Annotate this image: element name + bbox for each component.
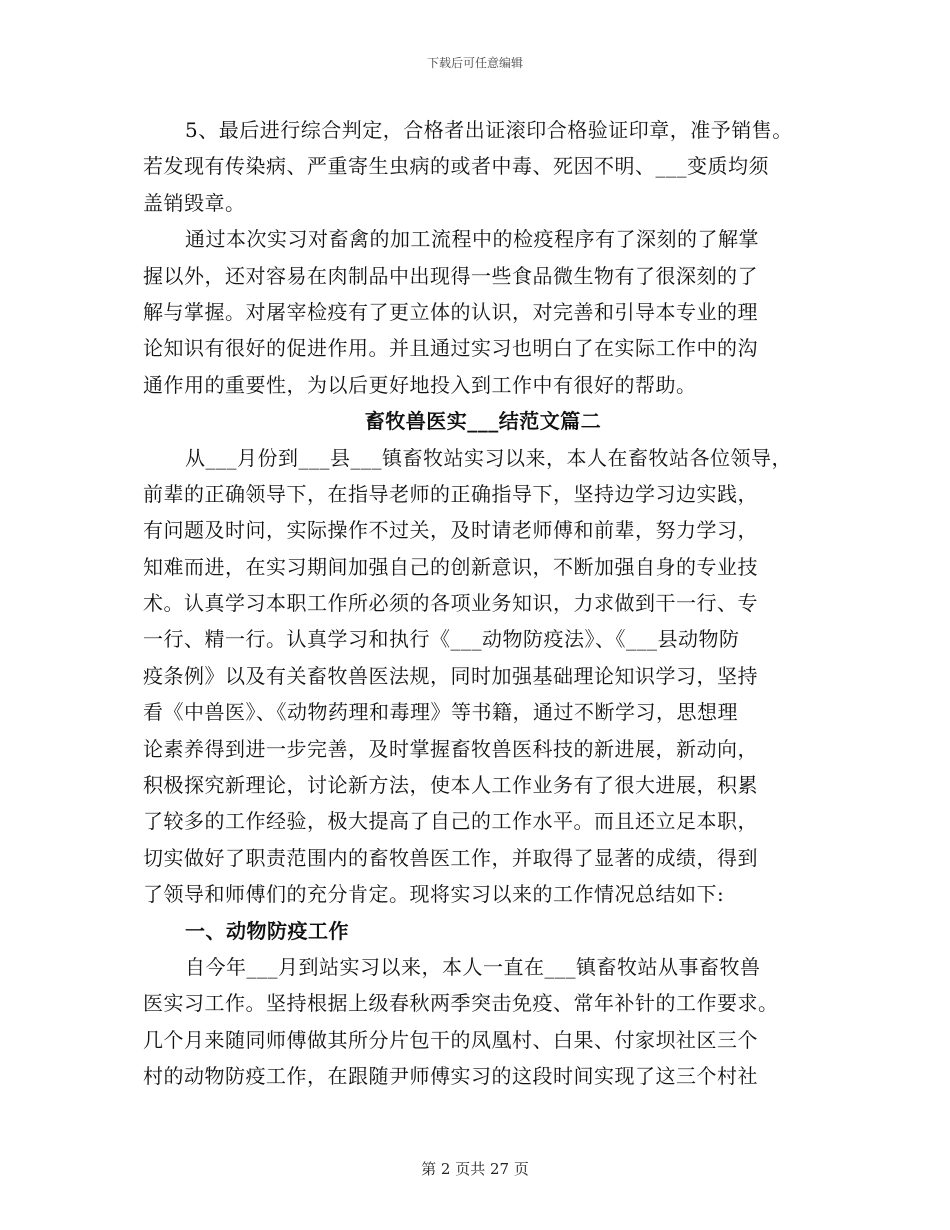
page-header: 下载后可任意编辑 xyxy=(426,56,523,70)
text-line: 自今年___月到站实习以来，本人一直在___镇畜牧站从事畜牧兽 xyxy=(185,954,761,979)
text-line: 了领导和师傅们的充分肯定。现将实习以来的工作情况总结如下: xyxy=(143,882,725,907)
document-body xyxy=(143,112,823,1095)
text-line: 论素养得到进一步完善，及时掌握畜牧兽医科技的新进展，新动向， xyxy=(143,736,758,761)
text-line: 有问题及时问，实际操作不过关，及时请老师傅和前辈，努力学习， xyxy=(143,518,758,543)
text-line: 积极探究新理论，讨论新方法，使本人工作业务有了很大进展，积累 xyxy=(143,773,758,798)
text-line: 医实习工作。坚持根据上级春秋两季突击免疫、常年补针的工作要求。 xyxy=(143,991,779,1016)
text-line: 若发现有传染病、严重寄生虫病的或者中毒、死因不明、___变质均须 xyxy=(143,154,769,179)
text-line: 论知识有很好的促进作用。并且通过实习也明白了在实际工作中的沟 xyxy=(143,336,758,361)
text-line: 术。认真学习本职工作所必须的各项业务知识，力求做到干一行、专 xyxy=(143,591,758,616)
text-line: 看《中兽医》、《动物药理和毒理》等书籍，通过不断学习，思想理 xyxy=(143,700,738,725)
text-line: 盖销毁章。 xyxy=(143,190,246,215)
text-line: 通过本次实习对畜禽的加工流程中的检疫程序有了深刻的了解掌 xyxy=(185,227,759,252)
text-line: 握以外，还对容易在肉制品中出现得一些食品微生物有了很深刻的了 xyxy=(143,263,758,288)
text-line: 解与掌握。对屠宰检疫有了更立体的认识，对完善和引导本专业的理 xyxy=(143,299,758,324)
text-line: 村的动物防疫工作，在跟随尹师傅实习的这段时间实现了这三个村社 xyxy=(143,1064,758,1089)
text-line: 几个月来随同师傅做其所分片包干的凤凰村、白果、付家坝社区三个 xyxy=(143,1027,758,1052)
text-line: 通作用的重要性，为以后更好地投入到工作中有很好的帮助。 xyxy=(143,372,697,397)
text-line: 前辈的正确领导下，在指导老师的正确指导下，坚持边学习边实践， xyxy=(143,481,758,506)
section-heading: 一、动物防疫工作 xyxy=(185,918,349,943)
text-line: 知难而进，在实习期间加强自己的创新意识，不断加强自身的专业技 xyxy=(143,554,758,579)
text-line: 疫条例》以及有关畜牧兽医法规，同时加强基础理论知识学习，坚持 xyxy=(143,663,758,688)
section-title: 畜牧兽医实___结范文篇二 xyxy=(364,409,602,434)
text-line: 了较多的工作经验，极大提高了自己的工作水平。而且还立足本职， xyxy=(143,809,758,834)
page-number: 第 2 页共 27 页 xyxy=(421,1160,529,1178)
text-line: 切实做好了职责范围内的畜牧兽医工作，并取得了显著的成绩，得到 xyxy=(143,845,758,870)
text-line: 一行、精一行。认真学习和执行《___动物防疫法》、《___县动物防 xyxy=(143,627,740,652)
text-line: 5、最后进行综合判定，合格者出证滚印合格验证印章，准予销售。 xyxy=(185,118,793,142)
text-line: 从___月份到___县___镇畜牧站实习以来，本人在畜牧站各位领导， xyxy=(185,445,792,470)
